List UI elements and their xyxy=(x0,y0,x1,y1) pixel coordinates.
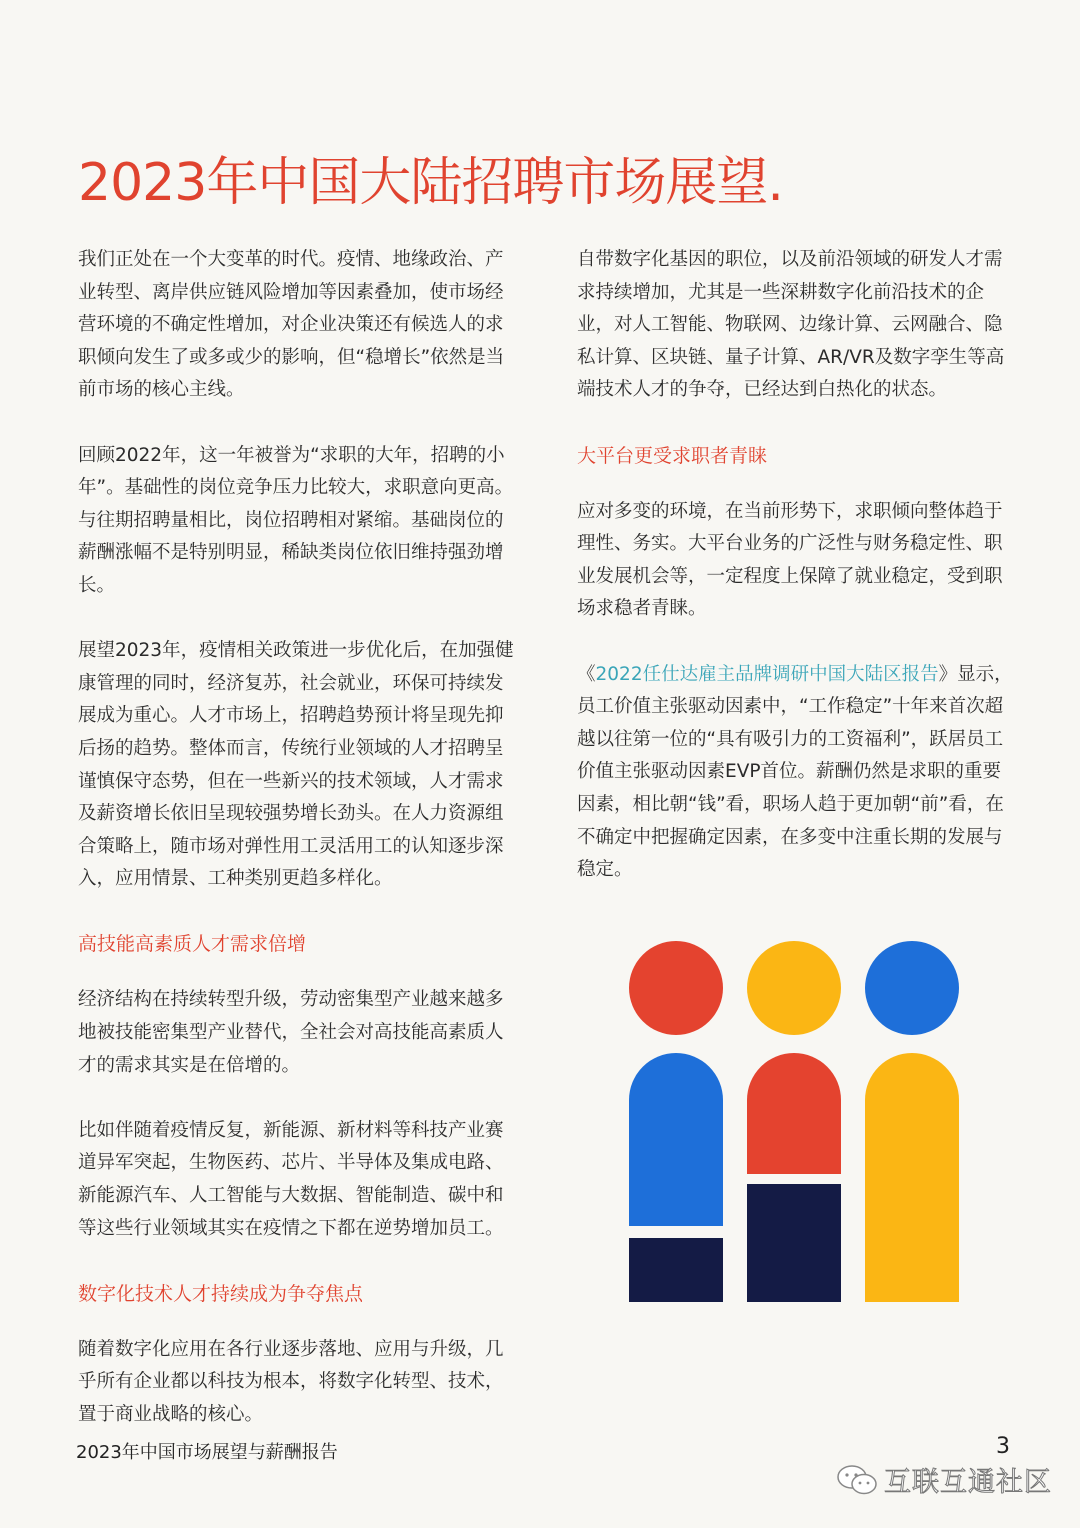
page-number: 3 xyxy=(996,1434,1010,1459)
paragraph: 比如伴随着疫情反复，新能源、新材料等科技产业赛道异军突起，生物医药、芯片、半导体及集成电路、新能源汽车、人工智能与大数据、智能制造、碳中和等这些行业领域其实在疫情之下都在逆势增加员工。 xyxy=(78,1119,504,1239)
paragraph: 回顾2022年，这一年被誉为“求职的大年，招聘的小年”。基础性的岗位竞争压力比较大，求职意向更高。与往期招聘量相比，岗位招聘相对紧缩。基础岗位的薪酬涨幅不是特别明显，稀缺类岗位依旧维持强劲增长。 xyxy=(78,444,514,596)
page-title: 2023年中国大陆招聘市场展望. xyxy=(78,153,783,213)
section-heading: 高技能高素质人才需求倍增 xyxy=(78,933,307,956)
paragraph-rest: 》显示，员工价值主张驱动因素中，“工作稳定”十年来首次超越以往第一位的“具有吸引力的工资福利”，跃居员工价值主张驱动因素EVP首位。薪酬仍然是求职的重要因素，相比朝“钱”看，职场人趋于更加朝“前”看，在不确定中把握确定因素，在多变中注重长期的发展与稳定。 xyxy=(577,663,1013,881)
paragraph: 应对多变的环境，在当前形势下，求职倾向整体趋于理性、务实。大平台业务的广泛性与财务稳定性、职业发展机会等，一定程度上保障了就业稳定，受到职场求稳者青睐。 xyxy=(577,500,1003,620)
paragraph: 经济结构在持续转型升级，劳动密集型产业越来越多地被技能密集型产业替代，全社会对高技能高素质人才的需求其实是在倍增的。 xyxy=(78,989,504,1076)
left-column xyxy=(78,244,518,1464)
paragraph: 展望2023年，疫情相关政策进一步优化后，在加强健康管理的同时，经济复苏，社会就业，环保可持续发展成为重心。人才市场上，招聘趋势预计将呈现先抑后扬的趋势。整体而言，传统行业领域的人才招聘呈谨慎保守态势，但在一些新兴的技术领域，人才需求及薪资增长依旧呈现较强势增长劲头。在人力资源组合策略上，随市场对弹性用工灵活用工的认知逐步深入，应用情景、工种类别更趋多样化。 xyxy=(78,640,514,890)
report-link[interactable]: 2022任仕达雇主品牌调研中国大陆区报告 xyxy=(595,663,939,685)
paragraph: 随着数字化应用在各行业逐步落地、应用与升级，几乎所有企业都以科技为根本，将数字化转型、技术，置于商业战略的核心。 xyxy=(78,1338,504,1425)
paragraph xyxy=(577,659,1017,887)
head-red xyxy=(629,941,723,1035)
people-illustration xyxy=(628,940,960,1304)
body-red xyxy=(747,1053,841,1174)
right-column xyxy=(577,244,1017,919)
watermark-text: 互联互通社区 xyxy=(884,1467,1052,1498)
body-blue xyxy=(629,1053,723,1226)
report-title: 2023年中国市场展望与薪酬报告 xyxy=(76,1442,338,1463)
paragraph: 自带数字化基因的职位，以及前沿领域的研发人才需求持续增加，尤其是一些深耕数字化前沿技术的企业，对人工智能、物联网、边缘计算、云网融合、隐私计算、区块链、量子计算、AR/VR及数字孪生等高端技术人才的争夺，已经达到白热化的状态。 xyxy=(577,249,1005,401)
quote-open: 《 xyxy=(577,663,596,685)
base-navy-middle xyxy=(747,1184,841,1302)
base-navy-left xyxy=(629,1238,723,1302)
wechat-icon xyxy=(836,1463,878,1497)
watermark xyxy=(836,1460,1052,1499)
body-yellow xyxy=(865,1053,959,1302)
section-heading: 数字化技术人才持续成为争夺焦点 xyxy=(78,1282,364,1305)
head-yellow xyxy=(747,941,841,1035)
section-heading: 大平台更受求职者青睐 xyxy=(577,444,768,467)
paragraph: 我们正处在一个大变革的时代。疫情、地缘政治、产业转型、离岸供应链风险增加等因素叠加，使市场经营环境的不确定性增加，对企业决策还有候选人的求职倾向发生了或多或少的影响，但“稳增长”依然是当前市场的核心主线。 xyxy=(78,249,505,401)
head-blue xyxy=(865,941,959,1035)
